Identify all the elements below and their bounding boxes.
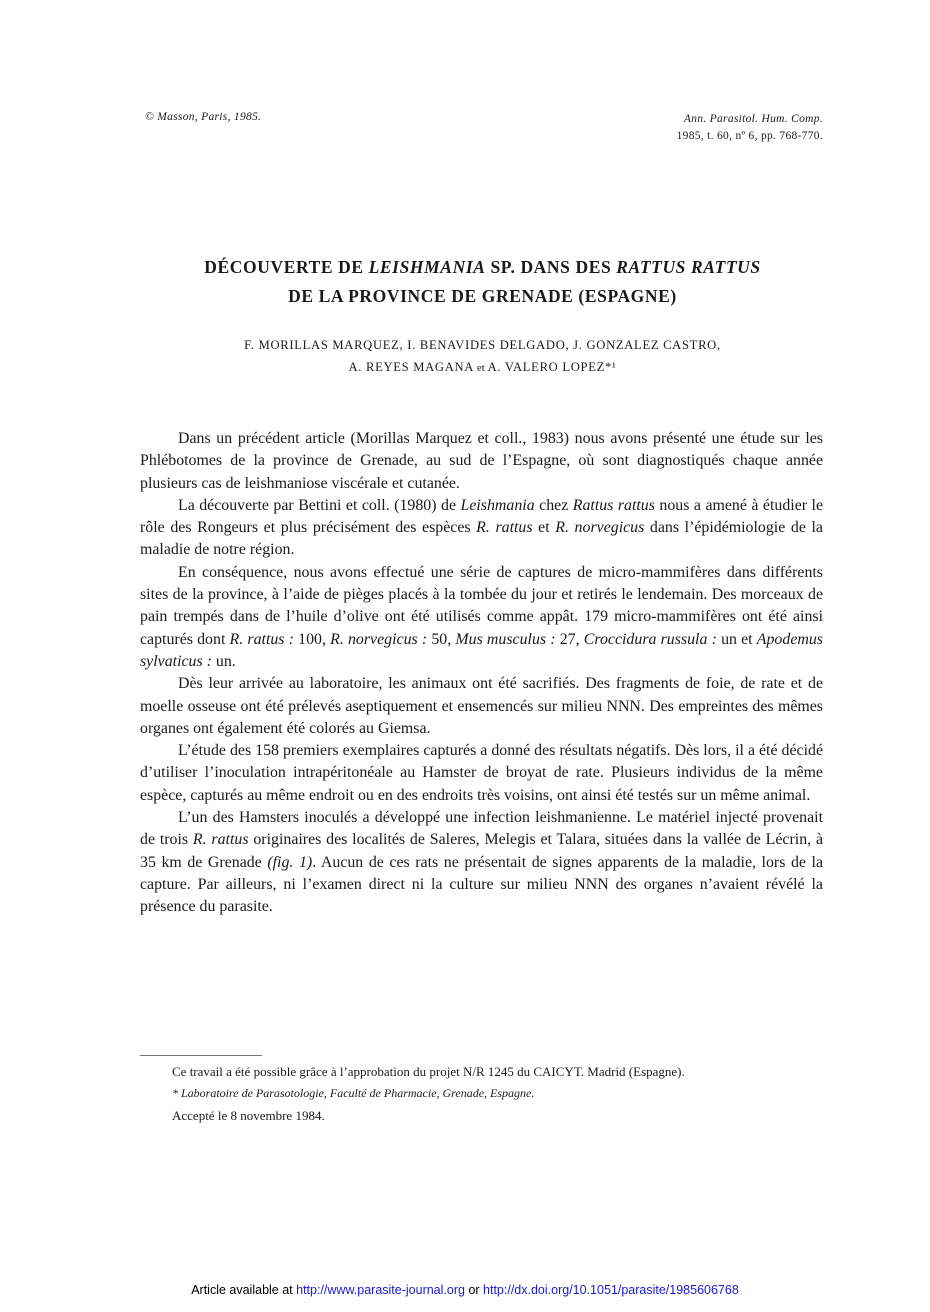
paragraph: Dès leur arrivée au laboratoire, les animaux ont été sacrifiés. Des fragments de foie, de rate et de moelle osseuse ont été prélevés aseptiquement et ensemencés sur milieu NNN. Des empreintes des mêmes organes ont également été colorés au Giemsa.	[140, 675, 823, 737]
authors-line-2: A. REYES MAGANA et A. VALERO LOPEZ*¹	[348, 360, 617, 374]
funding-footnote: Ce travail a été possible grâce à l’approbation du projet N/R 1245 du CAICYT. Madrid (Espagne).	[172, 1064, 685, 1079]
author-list	[100, 334, 865, 379]
paragraph: En conséquence, nous avons effectué une série de captures de micro-mammifères dans différents sites de la province, à l’aide de pièges placés à la tombée du jour et retirés le lendemain. Des morceaux de pain trempés dans de l’huile d’olive ont été utilisés comme appât. 179 micro-mammifères ont été ainsi capturés dont R. rattus : 100, R. norvegicus : 50, Mus musculus : 27, Croccidura russula : un et Apodemus sylvaticus : un.	[140, 563, 823, 670]
article-body	[140, 428, 823, 919]
footnotes	[140, 1063, 823, 1124]
availability-notice: Article available at http://www.parasite-journal.org or http://dx.doi.org/10.1051/parasite/1985606768	[191, 1283, 739, 1297]
title-line-1: DÉCOUVERTE DE LEISHMANIA SP. DANS DES RATTUS RATTUS	[204, 257, 761, 277]
footnote-divider	[140, 1055, 262, 1056]
paragraph: L’un des Hamsters inoculés a développé une infection leishmanienne. Le matériel injecté provenait de trois R. rattus originaires des localités de Saleres, Melegis et Talara, situées dans la vallée de Lécrin, à 35 km de Grenade (fig. 1). Aucun de ces rats ne présentait de signes apparents de la maladie, lors de la capture. Par ailleurs, ni l’examen direct ni la culture sur milieu NNN des organes n’avaient révélé la présence du parasite.	[140, 809, 824, 916]
journal-link[interactable]: http://www.parasite-journal.org	[296, 1283, 465, 1297]
affiliation-footnote: * Laboratoire de Parasotologie, Faculté de Pharmacie, Grenade, Espagne.	[172, 1086, 535, 1100]
authors-line-1: F. MORILLAS MARQUEZ, I. BENAVIDES DELGADO, J. GONZALEZ CASTRO,	[244, 338, 721, 352]
volume-pages: 1985, t. 60, nº 6, pp. 768-770.	[676, 130, 823, 142]
paragraph: Dans un précédent article (Morillas Marquez et coll., 1983) nous avons présenté une étude sur les Phlébotomes de la province de Grenade, au sud de l’Espagne, où sont diagnostiqués chaque année plusieurs cas de leishmaniose viscérale et cutanée.	[140, 430, 823, 492]
acceptance-date: Accepté le 8 novembre 1984.	[172, 1108, 325, 1123]
article-title	[100, 253, 865, 311]
title-line-2: DE LA PROVINCE DE GRENADE (ESPAGNE)	[288, 286, 677, 306]
journal-reference	[677, 111, 823, 145]
journal-name: Ann. Parasitol. Hum. Comp.	[683, 113, 823, 125]
copyright-line: © Masson, Paris, 1985.	[145, 111, 262, 123]
paragraph: L’étude des 158 premiers exemplaires capturés a donné des résultats négatifs. Dès lors, il a été décidé d’utiliser l’inoculation intrapéritonéale au Hamster de broyat de rate. Plusieurs individus de la même espèce, capturés au même endroit ou en des endroits très voisins, ont ainsi été testés sur un même animal.	[140, 742, 823, 804]
paragraph: La découverte par Bettini et coll. (1980) de Leishmania chez Rattus rattus nous a amené à étudier le rôle des Rongeurs et plus précisément des espèces R. rattus et R. norvegicus dans l’épidémiologie de la maladie de notre région.	[140, 496, 823, 559]
doi-link[interactable]: http://dx.doi.org/10.1051/parasite/1985606768	[483, 1283, 739, 1297]
